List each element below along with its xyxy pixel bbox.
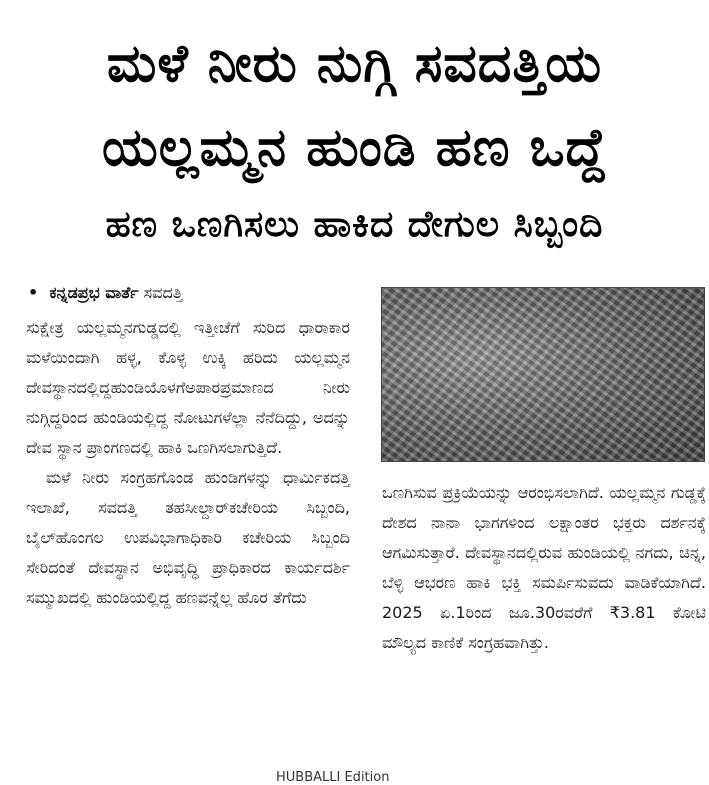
byline xyxy=(28,283,183,303)
paragraph-1: ಸುಕ್ಷೇತ್ರ ಯಲ್ಲಮ್ಮನಗುಡ್ಡದಲ್ಲಿ ಇತ್ತೀಚೆಗೆ ಸುರಿದ ಧಾರಾಕಾರ ಮಳೆಯಿಂದಾಗಿ ಹಳ್ಳ, ಕೊಳ್ಳ ಉಕ್ಕಿ ಹರಿದು ಯಲ್ಲಮ್ಮನ ದೇವಸ್ಥಾನದಲ್ಲಿದ್ದಹುಂಡಿಯೊಳಗೆಅಪಾರಪ್ರಮಾಣದ ನೀರು ನುಗ್ಗಿದ್ದರಿಂದ ಹುಂಡಿಯಲ್ಲಿದ್ದ ನೋಟುಗಳೆಲ್ಲಾ ನೆನೆದಿದ್ದು, ಅದನ್ನು ದೇವ ಸ್ಥಾನ ಪ್ರಾಂಗಣದಲ್ಲಿ ಹಾಕಿ ಒಣಗಿಸಲಾಗುತ್ತಿದೆ. xyxy=(26,318,350,457)
currency-notes-photo xyxy=(381,287,705,462)
byline-place: ಸವದತ್ತಿ xyxy=(143,283,183,302)
article-right-column xyxy=(382,478,706,658)
headline-line-1: ಮಳೆ ನೀರು ನುಗ್ಗಿ ಸವದತ್ತಿಯ xyxy=(106,34,603,94)
byline-bullet: • xyxy=(28,283,39,302)
byline-agency: ಕನ್ನಡಪ್ರಭ ವಾರ್ತೆ xyxy=(49,283,139,302)
headline-line-2: ಯಲ್ಲಮ್ಮನ ಹುಂಡಿ ಹಣ ಒದ್ದೆ xyxy=(102,118,607,178)
article-left-column xyxy=(26,313,350,613)
subheadline: ಹಣ ಒಣಗಿಸಲು ಹಾಕಿದ ದೇಗುಲ ಸಿಬ್ಬಂದಿ xyxy=(105,204,604,245)
paragraph-3: ಒಣಗಿಸುವ ಪ್ರಕ್ರಿಯೆಯನ್ನು ಆರಂಭಿಸಲಾಗಿದೆ. ಯಲ್ಲಮ್ಮನ ಗುಡ್ಡಕ್ಕೆ ದೇಶದ ನಾನಾ ಭಾಗಗಳಿಂದ ಲಕ್ಷಾಂತರ ಭಕ್ತರು ದರ್ಶನಕ್ಕೆ ಆಗಮಿಸುತ್ತಾರೆ. ದೇವಸ್ಥಾನದಲ್ಲಿರುವ ಹುಂಡಿಯಲ್ಲಿ ನಗದು, ಚಿನ್ನ, ಬೆಳ್ಳಿ ಆಭರಣ ಹಾಕಿ ಭಕ್ತಿ ಸಮರ್ಪಿಸುವದು ವಾಡಿಕೆಯಾಗಿದೆ. 2025 ಏ.1ರಿಂದ ಜೂ.30ರವರೆಗೆ ₹3.81 ಕೋಟಿ ಮೌಲ್ಯದ ಕಾಣಿಕೆ ಸಂಗ್ರಹವಾಗಿತ್ತು. xyxy=(382,483,706,652)
edition-footer: HUBBALLI Edition xyxy=(276,770,390,785)
paragraph-2: ಮಳೆ ನೀರು ಸಂಗ್ರಹಗೊಂಡ ಹುಂಡಿಗಳನ್ನು ಧಾರ್ಮಿಕದತ್ತಿ ಇಲಾಖೆ, ಸವದತ್ತಿ ತಹಸೀಲ್ದಾರ್‌ಕಚೇರಿಯ ಸಿಬ್ಬಂದಿ, ಬೈಲ್‌ಹೊಂಗಲ ಉಪವಿಭಾಗಾಧಿಕಾರಿ ಕಚೇರಿಯ ಸಿಬ್ಬಂದಿ ಸೇರಿದಂತೆ ದೇವಸ್ಥಾನ ಅಭಿವೃದ್ಧಿ ಪ್ರಾಧಿಕಾರದ ಕಾರ್ಯದರ್ಶಿ ಸಮ್ಮುಖದಲ್ಲಿ ಹುಂಡಿಯಲ್ಲಿದ್ದ ಹಣವನ್ನೆಲ್ಲ ಹೊರ ತೆಗೆದು xyxy=(26,468,350,607)
